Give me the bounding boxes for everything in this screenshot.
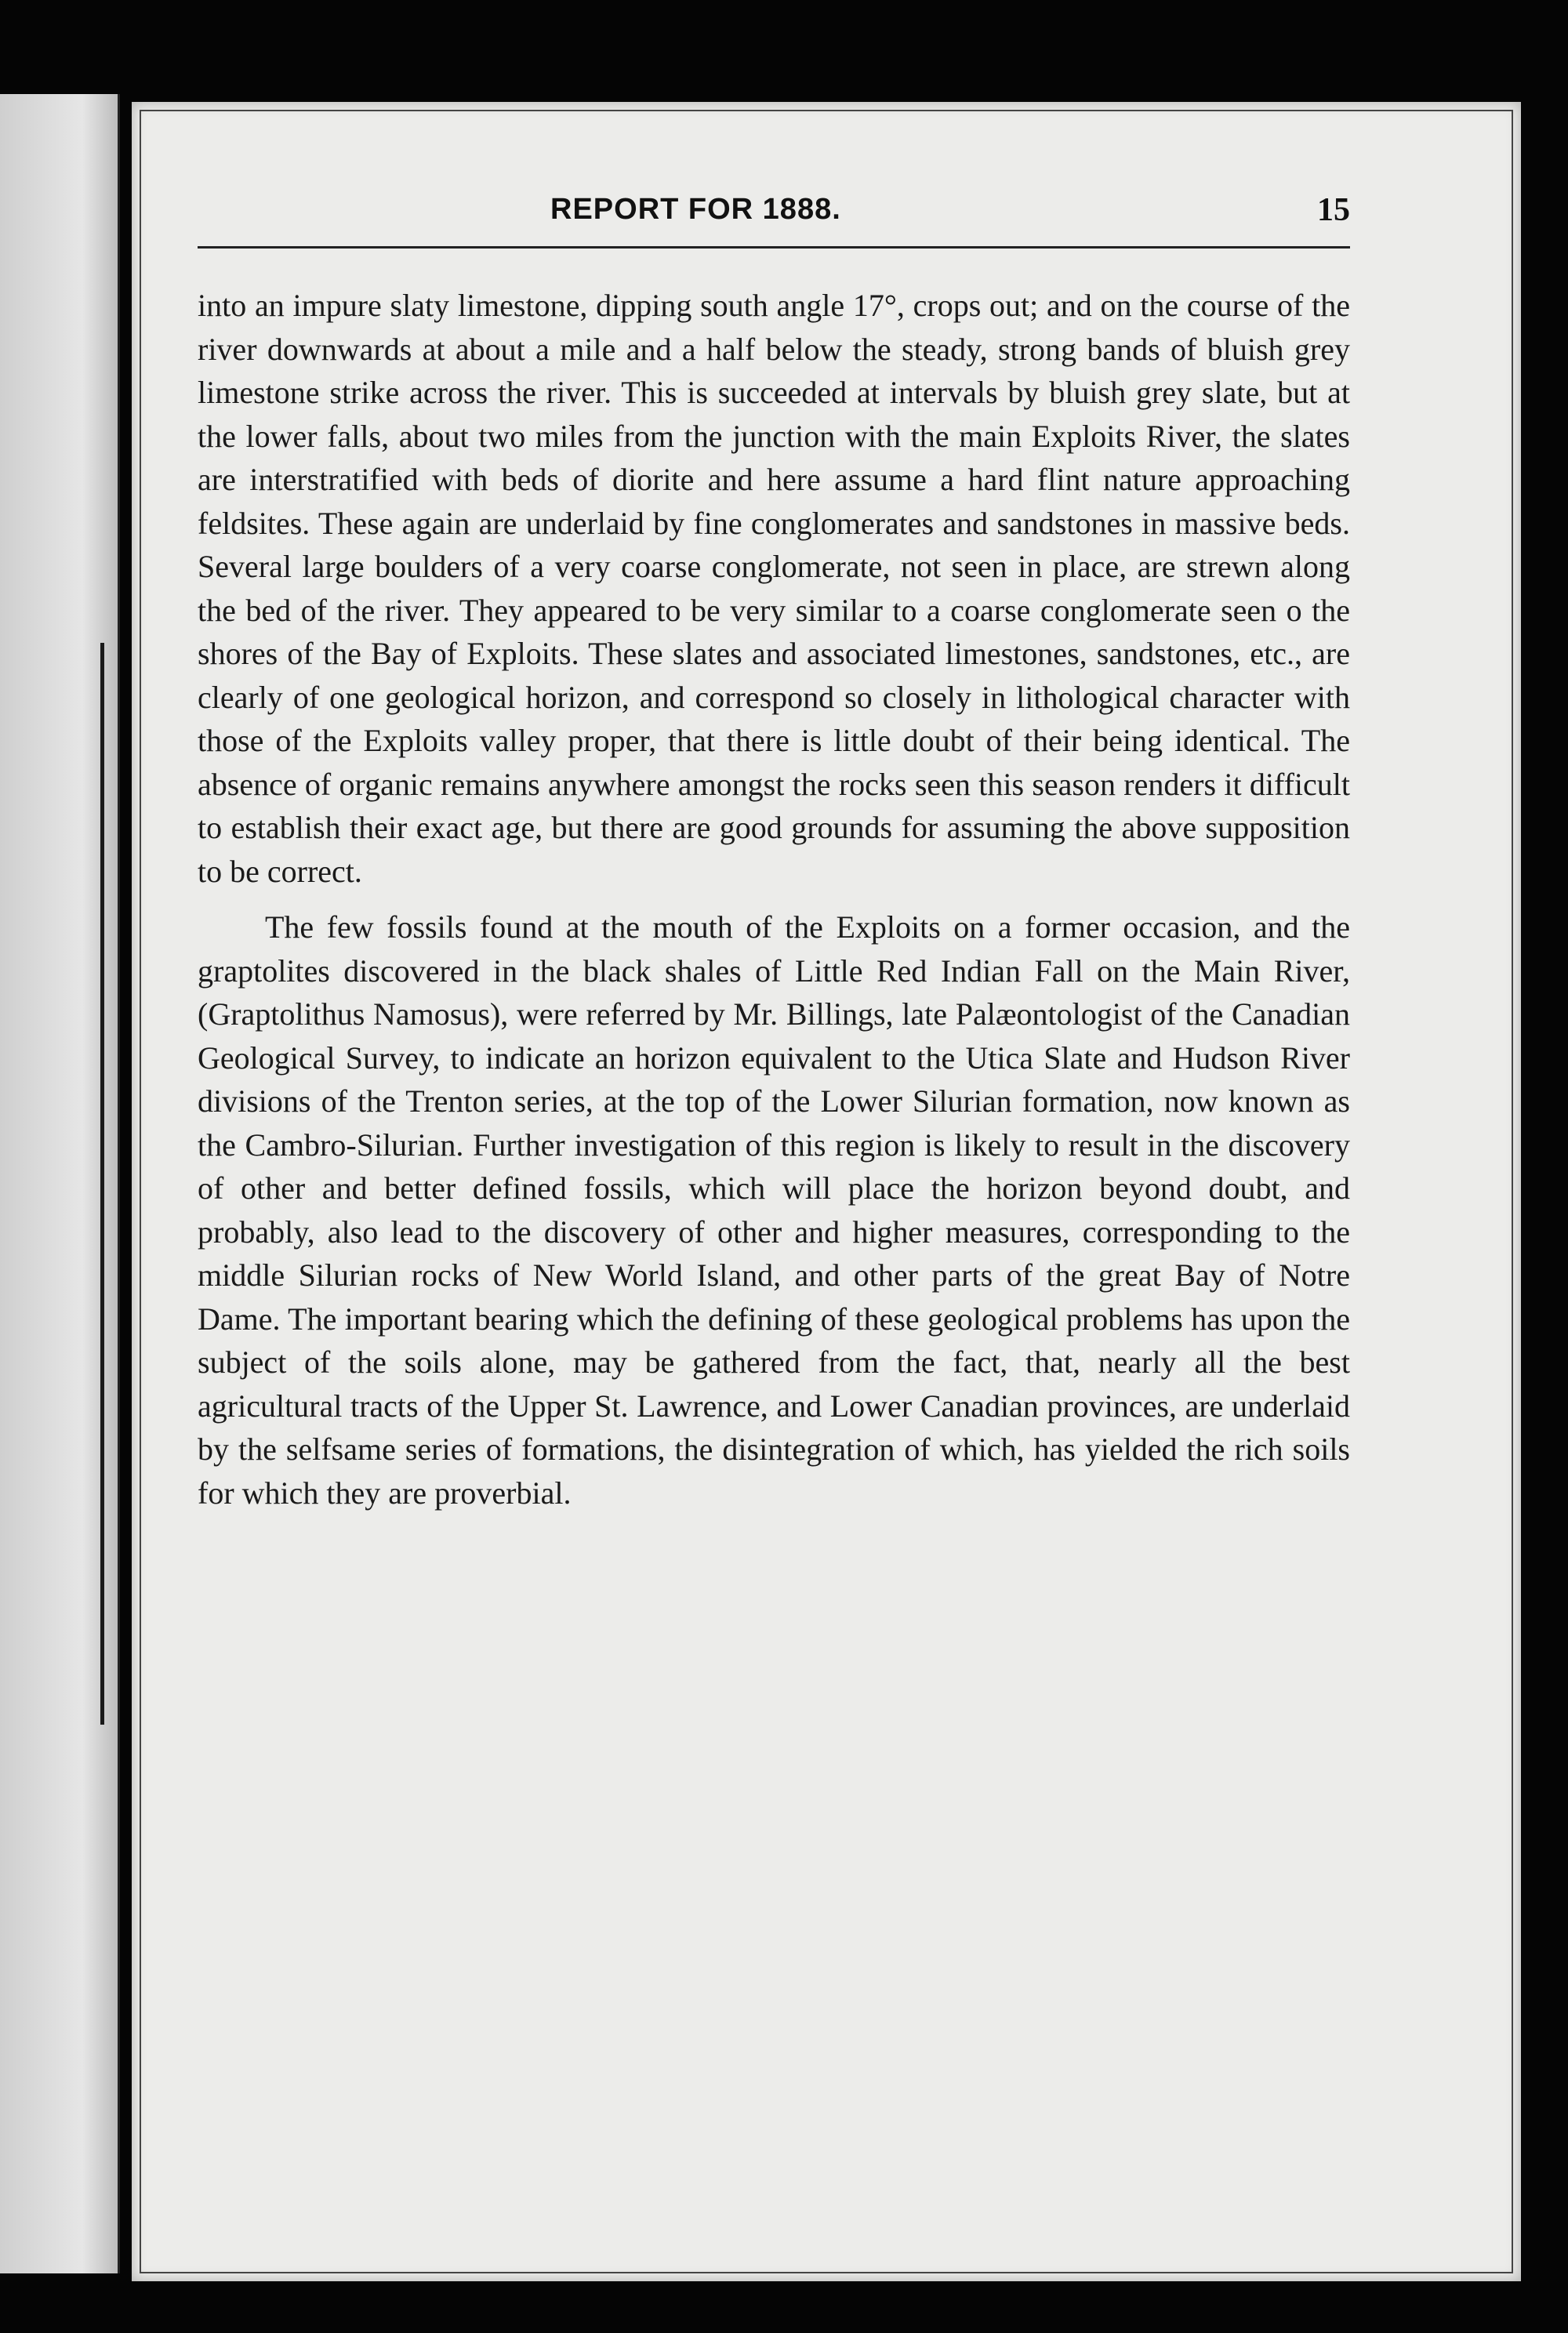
page-header xyxy=(198,193,1350,240)
paragraph: The few fossils found at the mouth of the Exploits on a former occasion, and the graptolites discovered in the black shales of Little Red Indian Fall on the Main River, (Graptolithus Namosus), were referred by Mr. Billings, late Palæontologist of the Canadian Geological Survey, to indicate an horizon equivalent to the Utica Slate and Hudson River divisions of the Trenton series, at the top of the Lower Silurian formation, now known as the Cambro-Silurian. Further investigation of this region is likely to result in the discovery of other and better defined fossils, which will place the horizon beyond doubt, and probably, also lead to the discovery of other and higher measures, corresponding to the middle Silurian rocks of New World Island, and other parts of the great Bay of Notre Dame. The important bearing which the defining of these geological problems has upon the subject of the soils alone, may be gathered from the fact, that, nearly all the best agricultural tracts of the Upper St. Lawrence, and Lower Canadian provinces, are underlaid by the selfsame series of formations, the disintegration of which, has yielded the rich soils for which they are proverbial. xyxy=(198,909,1350,1511)
running-title: REPORT FOR 1888. xyxy=(550,193,841,226)
header-rule xyxy=(198,246,1350,249)
facing-page-margin-line xyxy=(100,643,104,1725)
paragraph: into an impure slaty limestone, dipping south angle 17°, crops out; and on the course of the river downwards at about a mile and a half below the steady, strong bands of bluish grey limestone strike across the river. This is succeeded at intervals by bluish grey slate, but at the lower falls, about two miles from the junction with the main Exploits River, the slates are interstratified with beds of diorite and here assume a hard flint nature approaching feldsites. These again are underlaid by fine conglomerates and sandstones in massive beds. Several large boulders of a very coarse conglomerate, not seen in place, are strewn along the bed of the river. They appeared to be very similar to a coarse conglomerate seen o the shores of the Bay of Exploits. These slates and associated limestones, sandstones, etc., are clearly of one geological horizon, and correspond so closely in lithological character with those of the Exploits valley proper, that there is little doubt of their being identical. The absence of organic remains anywhere amongst the rocks seen this season renders it difficult to establish their exact age, but there are good grounds for assuming the above supposition to be correct. xyxy=(198,288,1350,889)
page-number: 15 xyxy=(1317,192,1350,228)
body-text xyxy=(198,284,1350,1515)
